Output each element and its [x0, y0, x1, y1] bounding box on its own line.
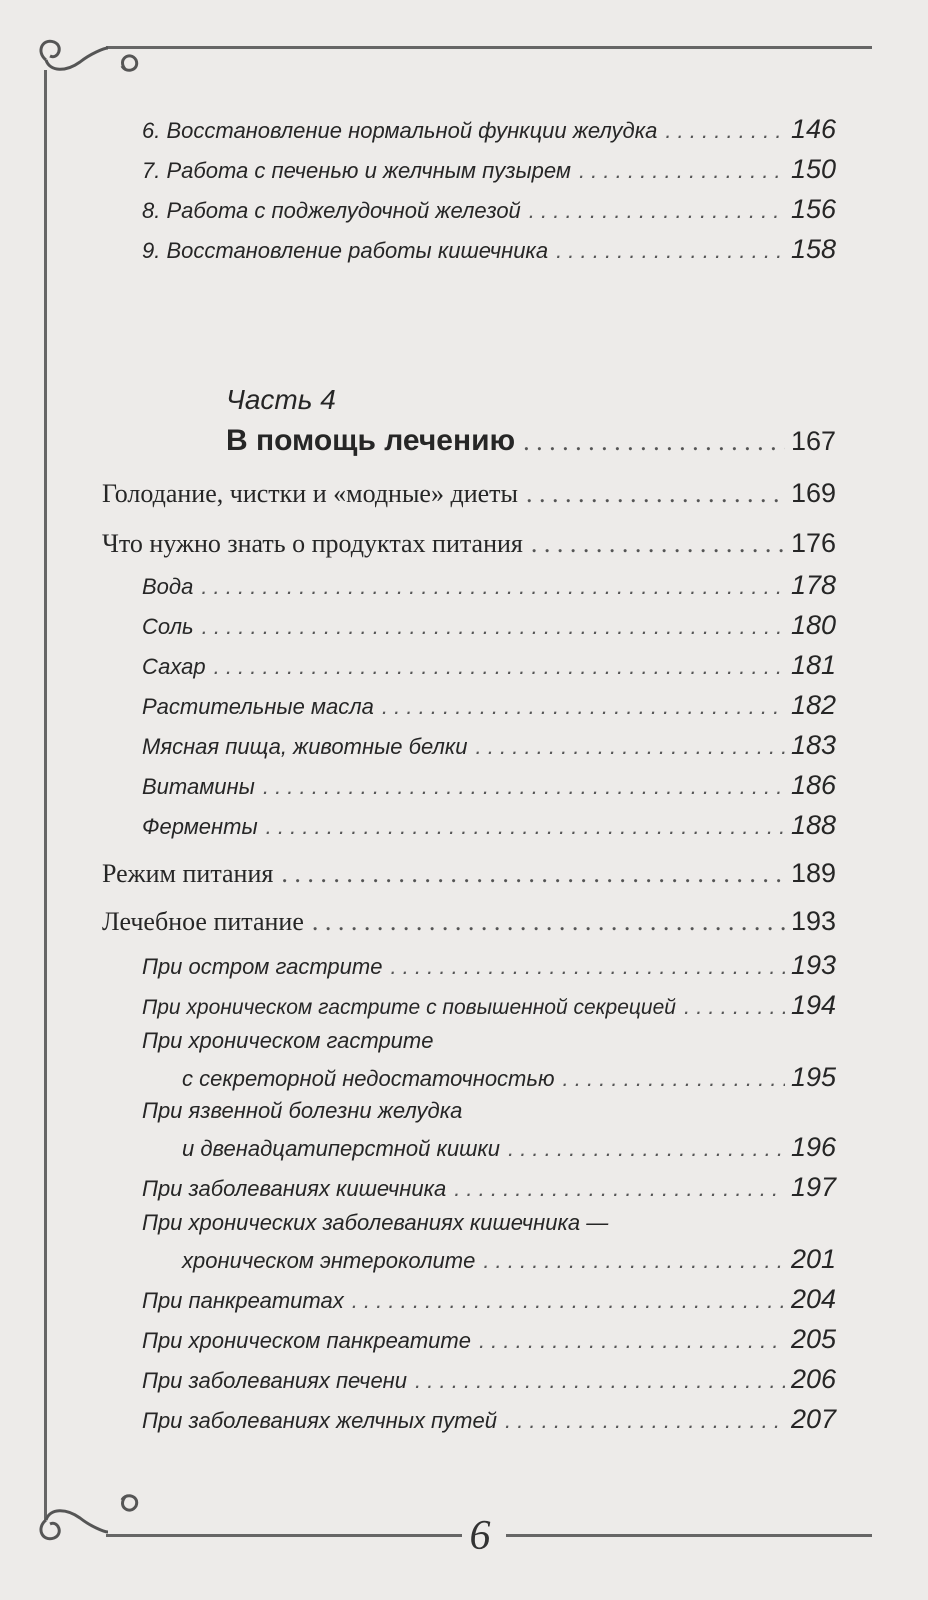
toc-entry[interactable]	[142, 570, 836, 601]
leader-dots	[382, 694, 785, 720]
toc-section-title: Лечебное питание	[102, 907, 304, 936]
toc-entry-page: 188	[790, 810, 836, 840]
toc-entry-page: 183	[790, 730, 836, 760]
toc-entry[interactable]	[182, 1062, 836, 1093]
leader-dots	[531, 529, 785, 559]
page-number: 6	[469, 1513, 491, 1559]
toc-entry[interactable]	[142, 1324, 836, 1355]
leader-dots	[312, 907, 785, 937]
toc-entry-page: 181	[790, 650, 836, 680]
toc-entry-title: При заболеваниях печени	[142, 1368, 408, 1393]
toc-entry-page: 196	[790, 1132, 836, 1162]
toc-entry-title: Сахар	[142, 654, 206, 679]
toc-entry[interactable]	[142, 770, 836, 801]
toc-entry-page: 182	[790, 690, 836, 720]
part-title: В помощь лечению	[226, 424, 516, 457]
leader-dots	[201, 574, 785, 600]
toc-entry-title: При заболеваниях желчных путей	[142, 1408, 497, 1433]
toc-entry[interactable]	[142, 610, 836, 641]
toc-section[interactable]	[102, 528, 836, 559]
leader-dots	[281, 859, 785, 889]
toc-entry-title: При панкреатитах	[142, 1288, 344, 1313]
toc-entry[interactable]	[142, 730, 836, 761]
toc-entry-page: 194	[790, 990, 836, 1020]
toc-entry-page: 195	[790, 1062, 836, 1092]
toc-entry[interactable]	[142, 690, 836, 721]
toc-entry-page: 197	[790, 1172, 836, 1202]
leader-dots	[483, 1248, 785, 1274]
toc-entry[interactable]	[182, 1244, 836, 1275]
toc-entry-page: 204	[790, 1284, 836, 1314]
leader-dots	[523, 427, 785, 457]
toc-entry-title: Ферменты	[142, 814, 258, 839]
toc-entry-page: 146	[790, 114, 836, 144]
toc-entry-title: Соль	[142, 614, 194, 639]
toc-section[interactable]	[102, 906, 836, 937]
toc-section[interactable]	[102, 858, 836, 889]
toc-entry-title: 8. Работа с поджелудочной железой	[142, 198, 521, 223]
toc-section-page: 176	[790, 528, 836, 558]
toc-entry[interactable]	[142, 1404, 836, 1435]
toc-entry[interactable]	[142, 810, 836, 841]
leader-dots	[526, 479, 785, 509]
leader-dots	[505, 1408, 785, 1434]
toc-section-title: Голодание, чистки и «модные» диеты	[102, 479, 518, 508]
toc-entry-title: 6. Восстановление нормальной функции желудка	[142, 118, 658, 143]
toc-entry-page: 158	[790, 234, 836, 264]
leader-dots	[476, 734, 785, 760]
toc-entry-page: 206	[790, 1364, 836, 1394]
leader-dots	[390, 954, 784, 980]
toc-section-title: Что нужно знать о продуктах питания	[102, 529, 523, 558]
leader-dots	[665, 118, 785, 144]
toc-entry[interactable]	[142, 950, 836, 981]
leader-dots	[579, 158, 785, 184]
toc-entry[interactable]	[142, 234, 836, 265]
toc-entry-page: 180	[790, 610, 836, 640]
leader-dots	[263, 774, 785, 800]
leader-dots	[352, 1288, 785, 1314]
toc-entry-title: Растительные масла	[142, 694, 374, 719]
toc-entry-page: 207	[790, 1404, 836, 1434]
toc-entry[interactable]	[182, 1132, 836, 1163]
toc-entry-title: и двенадцатиперстной кишки	[182, 1136, 500, 1161]
toc-entry-page: 178	[790, 570, 836, 600]
leader-dots	[563, 1066, 785, 1092]
toc-section-page: 189	[790, 858, 836, 888]
toc-entry[interactable]	[142, 1172, 836, 1203]
toc-entry-title: с секреторной недостаточностью	[182, 1066, 555, 1091]
toc-section-page: 169	[790, 478, 836, 508]
toc-entry-page: 156	[790, 194, 836, 224]
leader-dots	[202, 614, 785, 640]
leader-dots	[266, 814, 785, 840]
part-page: 167	[790, 426, 836, 456]
toc-entry-title: При остром гастрите	[142, 954, 383, 979]
toc-entry[interactable]	[142, 114, 836, 145]
toc-entry-line1: При хроническом гастрите	[142, 1028, 434, 1053]
leader-dots	[454, 1176, 785, 1202]
toc-entry[interactable]	[142, 1364, 836, 1395]
toc-entry-title: Витамины	[142, 774, 255, 799]
toc-entry-title: 9. Восстановление работы кишечника	[142, 238, 549, 263]
toc-section-page: 193	[790, 906, 836, 936]
toc-entry-title: 7. Работа с печенью и желчным пузырем	[142, 158, 571, 183]
part-title-entry[interactable]	[226, 424, 836, 458]
toc-entry-page: 193	[790, 950, 836, 980]
toc-entry[interactable]	[142, 1284, 836, 1315]
toc-entry-page: 205	[790, 1324, 836, 1354]
leader-dots	[529, 198, 785, 224]
toc-entry-page: 186	[790, 770, 836, 800]
toc-section-title: Режим питания	[102, 859, 274, 888]
toc-section[interactable]	[102, 478, 836, 509]
toc-entry[interactable]	[142, 154, 836, 185]
toc-entry-title: При заболеваниях кишечника	[142, 1176, 447, 1201]
part-label: Часть 4	[226, 384, 336, 415]
frame-top-line	[106, 46, 872, 49]
ornament-curl-top-icon	[30, 30, 140, 90]
frame-left-line	[44, 70, 47, 1520]
toc-entry-line1: При язвенной болезни желудка	[142, 1098, 463, 1123]
toc-entry-title: Вода	[142, 574, 194, 599]
toc-entry-line1: При хронических заболеваниях кишечника —	[142, 1210, 609, 1235]
leader-dots	[415, 1368, 785, 1394]
leader-dots	[508, 1136, 785, 1162]
leader-dots	[214, 654, 785, 680]
toc-entry[interactable]	[142, 990, 836, 1021]
toc-entry-title: хроническом энтероколите	[182, 1248, 476, 1273]
toc-entry-page: 201	[790, 1244, 836, 1274]
toc-entry-title: При хроническом гастрите с повышенной секрецией	[142, 996, 676, 1019]
toc-entry-title: Мясная пища, животные белки	[142, 734, 468, 759]
leader-dots	[684, 994, 785, 1020]
leader-dots	[479, 1328, 785, 1354]
toc-entry[interactable]	[142, 650, 836, 681]
toc-entry[interactable]	[142, 194, 836, 225]
leader-dots	[556, 238, 785, 264]
toc-entry-page: 150	[790, 154, 836, 184]
toc-entry-title: При хроническом панкреатите	[142, 1328, 471, 1353]
